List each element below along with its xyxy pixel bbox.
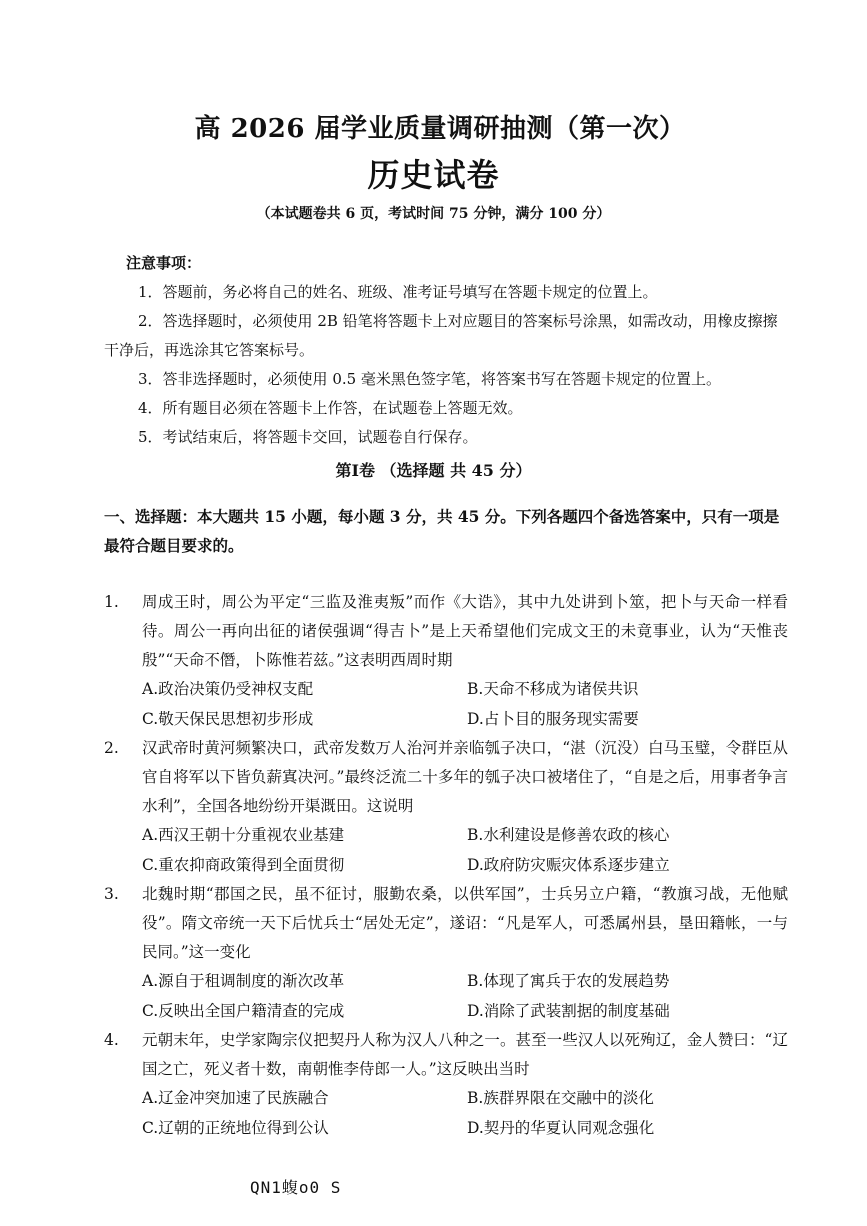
question-number: 3. [104, 885, 119, 903]
option-group [104, 967, 788, 1026]
notes-section [104, 248, 784, 452]
question-text: 汉武帝时黄河频繁决口，武帝发数万人治河并亲临瓠子决口，“湛（沉没）白马玉璧，令群臣从官自将军以下皆负薪寘决河。”最终泛流二十多年的瓠子决口被堵住了，“自是之后，用事者争言水利”，全国各地纷纷开渠溉田。这说明 [142, 739, 788, 815]
question-4 [104, 1026, 788, 1143]
question-text: 周成王时，周公为平定“三监及淮夷叛”而作《大诰》，其中九处讲到卜筮，把卜与天命一样看待。周公一再向出征的诸侯强调“得吉卜”是上天希望他们完成文王的未竟事业，认为“天惟丧殷”“天命不僭，卜陈惟若兹。”这表明西周时期 [142, 593, 788, 669]
option-b: B.天命不移成为诸侯共识 [467, 680, 639, 698]
question-stem [104, 588, 788, 675]
question-stem [104, 734, 788, 821]
note-item-4: 4．所有题目必须在答题卡上作答，在试题卷上答题无效。 [138, 399, 523, 417]
option-a: A.政治决策仍受神权支配 [142, 680, 314, 698]
option-a: A.西汉王朝十分重视农业基建 [142, 826, 345, 844]
option-c: C.敬天保民思想初步形成 [142, 709, 314, 728]
question-list [104, 588, 788, 1143]
subject-title: 历史试卷 [367, 156, 500, 194]
note-item-2: 2．答选择题时，必须使用 2B 铅笔将答题卡上对应题目的答案标号涂黑，如需改动，用橡皮擦擦干净后，再选涂其它答案标号。 [104, 312, 778, 359]
option-a: A.源自于租调制度的渐次改革 [142, 972, 345, 990]
note-item-1: 1．答题前，务必将自己的姓名、班级、准考证号填写在答题卡规定的位置上。 [138, 283, 658, 301]
option-d: D.契丹的华夏认同观念强化 [467, 1118, 655, 1137]
option-group [104, 675, 788, 734]
notes-title: 注意事项： [126, 254, 202, 272]
question-3 [104, 880, 788, 1026]
page-footer-code: QN1蝮o0 S [250, 1178, 342, 1197]
question-1 [104, 588, 788, 734]
question-text: 元朝末年，史学家陶宗仪把契丹人称为汉人八种之一。甚至一些汉人以死殉辽，金人赞曰：“辽国之亡，死义者十数，南朝惟李侍郎一人。”这反映出当时 [142, 1031, 788, 1078]
section-title: 第Ⅰ卷 （选择题 共 45 分） [335, 461, 532, 480]
question-2 [104, 734, 788, 880]
option-c: C.反映出全国户籍清查的完成 [142, 1001, 345, 1020]
question-number: 1. [104, 593, 119, 611]
exam-title: 高 2026 届学业质量调研抽测（第一次） [194, 114, 686, 144]
option-b: B.族群界限在交融中的淡化 [467, 1089, 654, 1107]
option-d: D.消除了武装割据的制度基础 [467, 1001, 670, 1020]
question-number: 4. [104, 1031, 119, 1049]
question-stem [104, 1026, 788, 1084]
option-c: C.重农抑商政策得到全面贯彻 [142, 855, 345, 874]
note-item-5: 5．考试结束后，将答题卡交回，试题卷自行保存。 [138, 428, 478, 446]
option-b: B.水利建设是修善农政的核心 [467, 826, 670, 844]
question-stem [104, 880, 788, 967]
option-d: D.占卜目的服务现实需要 [467, 709, 639, 728]
option-group [104, 821, 788, 880]
option-group [104, 1084, 788, 1143]
option-b: B.体现了寓兵于农的发展趋势 [467, 972, 670, 990]
note-item-3: 3．答非选择题时，必须使用 0.5 毫米黑色签字笔，将答案书写在答题卡规定的位置上。 [138, 370, 721, 388]
question-number: 2. [104, 739, 119, 757]
exam-info: （本试题卷共 6 页，考试时间 75 分钟，满分 100 分） [256, 206, 611, 222]
option-a: A.辽金冲突加速了民族融合 [142, 1089, 329, 1107]
option-c: C.辽朝的正统地位得到公认 [142, 1118, 329, 1137]
option-d: D.政府防灾赈灾体系逐步建立 [467, 855, 670, 874]
question-text: 北魏时期“郡国之民，虽不征讨，服勤农桑，以供军国”，士兵另立户籍，“教旗习战，无他赋役”。隋文帝统一天下后忧兵士“居处无定”，遂诏：“凡是军人，可悉属州县，垦田籍帐，一与民同。”这一变化 [142, 885, 788, 961]
section-instruction: 一、选择题：本大题共 15 小题，每小题 3 分，共 45 分。下列各题四个备选答案中，只有一项是最符合题目要求的。 [104, 507, 780, 555]
